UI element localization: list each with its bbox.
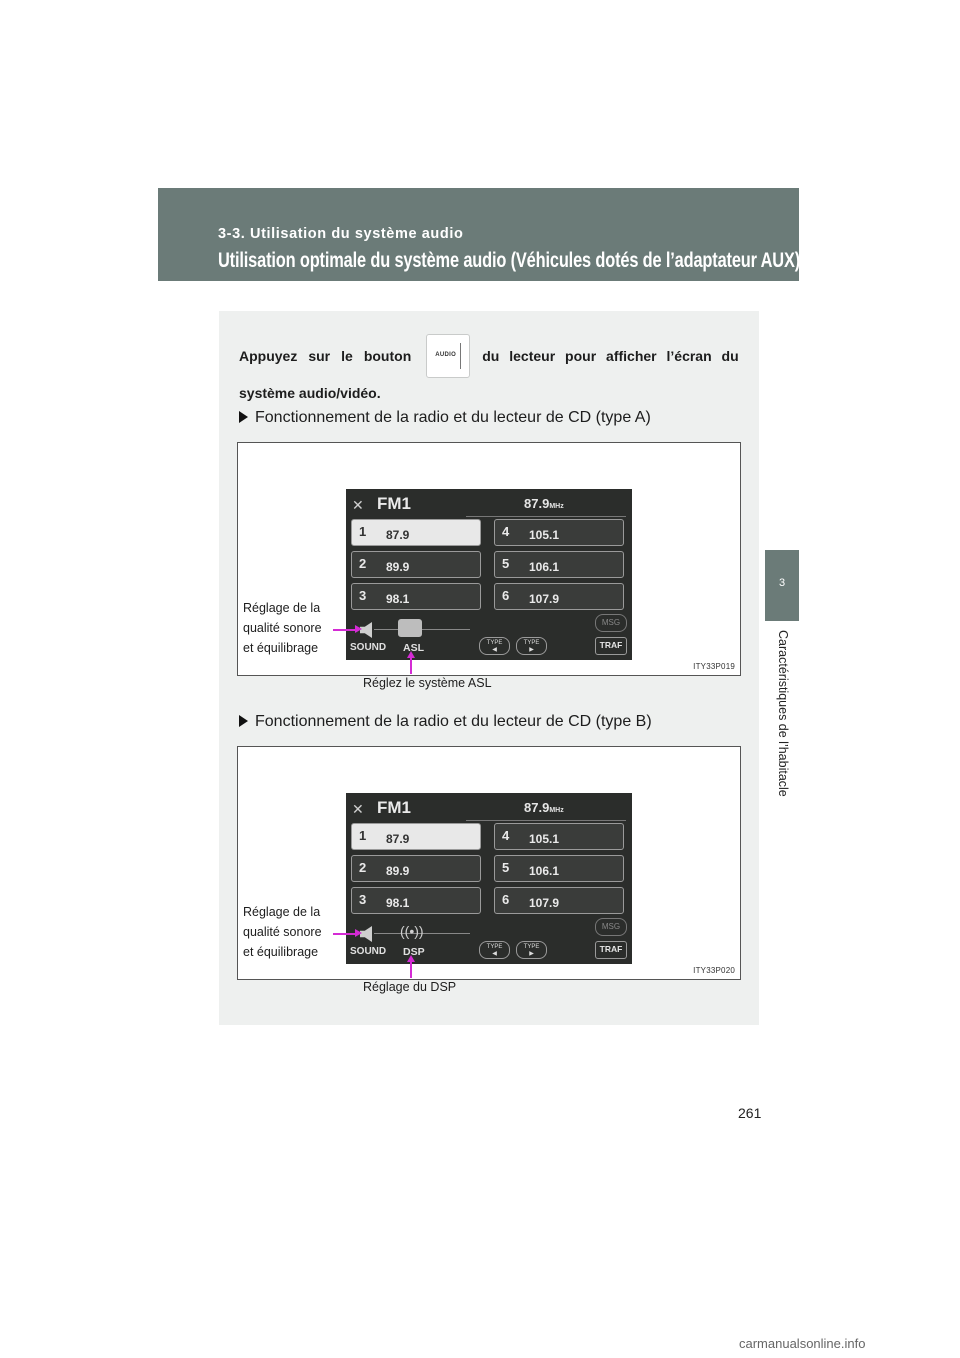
preset-number: 5 xyxy=(502,556,510,571)
preset-frequency: 106.1 xyxy=(529,864,560,878)
bullet-text: Fonctionnement de la radio et du lecteur de CD (type A) xyxy=(255,409,651,426)
preset-number: 5 xyxy=(502,860,510,875)
bullet-heading-a xyxy=(239,409,651,427)
bullet-text: Fonctionnement de la radio et du lecteur de CD (type B) xyxy=(255,713,652,730)
chapter-number: 3 xyxy=(778,577,786,589)
dsp-icon[interactable]: ((•)) xyxy=(400,923,424,939)
callout-line: et équilibrage xyxy=(243,641,319,655)
intro-word: sur xyxy=(308,348,331,364)
callout-line: qualité sonore xyxy=(243,621,322,635)
preset-frequency: 87.9 xyxy=(386,832,410,846)
preset-button[interactable] xyxy=(494,823,624,850)
frequency-readout xyxy=(524,800,564,815)
chapter-header xyxy=(158,188,799,281)
preset-frequency: 105.1 xyxy=(529,528,560,542)
preset-number: 4 xyxy=(502,828,510,843)
frequency-readout xyxy=(524,496,564,511)
triangle-bullet-icon xyxy=(239,411,248,423)
audio-button-label: AUDIO xyxy=(435,352,457,358)
band-label: FM1 xyxy=(377,798,411,817)
figure-b xyxy=(237,746,741,994)
preset-number: 3 xyxy=(359,892,367,907)
intro-line2: système audio/vidéo. xyxy=(239,385,381,401)
preset-button[interactable] xyxy=(494,519,624,546)
preset-number: 6 xyxy=(502,892,510,907)
content-panel xyxy=(219,311,759,1025)
preset-number: 2 xyxy=(359,860,367,875)
intro-word: Appuyez xyxy=(239,348,298,364)
intro-word: bouton xyxy=(363,348,412,364)
section-title: 3-3. Utilisation du système audio xyxy=(218,226,464,242)
preset-frequency: 98.1 xyxy=(386,896,410,910)
intro-paragraph xyxy=(239,341,739,401)
triangle-bullet-icon xyxy=(239,715,248,727)
page-title: Utilisation optimale du système audio (Véhicules dotés de l’adaptateur AUX) xyxy=(218,249,801,272)
preset-frequency: 87.9 xyxy=(386,528,410,542)
chapter-side-label xyxy=(770,630,794,830)
antenna-icon: ✕ xyxy=(352,801,364,817)
intro-after: du lecteur pour afficher l’écran du xyxy=(482,348,739,364)
callout-line: Réglage de la xyxy=(243,905,321,919)
type-label: TYPE xyxy=(523,640,540,646)
type-next-button[interactable]: TYPE ▶ xyxy=(516,941,547,959)
antenna-icon: ✕ xyxy=(352,497,364,513)
preset-button[interactable] xyxy=(494,551,624,578)
preset-button[interactable] xyxy=(494,887,624,914)
traf-button[interactable]: TRAF xyxy=(595,941,627,959)
preset-button[interactable] xyxy=(351,551,481,578)
chapter-side-label-text: Caractéristiques de l’habitacle xyxy=(776,630,790,797)
callout-sound-quality xyxy=(243,902,322,962)
dsp-button[interactable]: DSP xyxy=(403,946,425,958)
bullet-heading-b xyxy=(239,713,652,731)
preset-frequency: 105.1 xyxy=(529,832,560,846)
asl-button[interactable]: ASL xyxy=(403,642,424,654)
preset-frequency: 89.9 xyxy=(386,864,410,878)
asl-icon[interactable] xyxy=(398,619,422,637)
type-label: TYPE xyxy=(486,944,503,950)
sound-button[interactable]: SOUND xyxy=(350,946,387,957)
callout-asl: Réglez le système ASL xyxy=(363,676,492,690)
frequency-unit: MHz xyxy=(549,503,564,510)
figure-a xyxy=(237,442,741,690)
callout-sound-quality xyxy=(243,598,322,658)
type-next-button[interactable]: TYPE ▶ xyxy=(516,637,547,655)
type-label: TYPE xyxy=(486,640,503,646)
msg-button[interactable]: MSG xyxy=(595,614,627,632)
type-label: TYPE xyxy=(523,944,540,950)
msg-button[interactable]: MSG xyxy=(595,918,627,936)
preset-button[interactable] xyxy=(494,855,624,882)
page-number: 261 xyxy=(738,1105,762,1121)
figure-code: ITY33P019 xyxy=(693,662,735,671)
preset-number: 6 xyxy=(502,588,510,603)
preset-frequency: 106.1 xyxy=(529,560,560,574)
preset-number: 4 xyxy=(502,524,510,539)
callout-line: et équilibrage xyxy=(243,945,319,959)
frequency-value: 87.9 xyxy=(524,496,550,511)
type-prev-button[interactable]: TYPE ◀ xyxy=(479,637,510,655)
preset-button[interactable] xyxy=(351,887,481,914)
preset-frequency: 89.9 xyxy=(386,560,410,574)
audio-screen xyxy=(346,489,632,660)
preset-frequency: 107.9 xyxy=(529,592,560,606)
type-prev-button[interactable]: TYPE ◀ xyxy=(479,941,510,959)
band-label: FM1 xyxy=(377,494,411,513)
callout-line: Réglage de la xyxy=(243,601,321,615)
chapter-tab[interactable] xyxy=(765,550,799,621)
audio-button-icon xyxy=(426,334,470,378)
watermark: carmanualsonline.info xyxy=(739,1336,866,1351)
audio-screen xyxy=(346,793,632,964)
callout-dsp: Réglage du DSP xyxy=(363,980,457,994)
preset-number: 2 xyxy=(359,556,367,571)
preset-number: 1 xyxy=(359,524,367,539)
preset-button[interactable] xyxy=(494,583,624,610)
preset-button[interactable] xyxy=(351,583,481,610)
callout-line: qualité sonore xyxy=(243,925,322,939)
preset-number: 1 xyxy=(359,828,367,843)
preset-button[interactable] xyxy=(351,855,481,882)
preset-number: 3 xyxy=(359,588,367,603)
preset-button[interactable] xyxy=(351,519,481,546)
preset-frequency: 98.1 xyxy=(386,592,410,606)
traf-button[interactable]: TRAF xyxy=(595,637,627,655)
figure-code: ITY33P020 xyxy=(693,966,735,975)
preset-frequency: 107.9 xyxy=(529,896,560,910)
sound-button[interactable]: SOUND xyxy=(350,642,387,653)
frequency-value: 87.9 xyxy=(524,800,550,815)
preset-button[interactable] xyxy=(351,823,481,850)
intro-word: le xyxy=(341,348,353,364)
frequency-unit: MHz xyxy=(549,807,564,814)
